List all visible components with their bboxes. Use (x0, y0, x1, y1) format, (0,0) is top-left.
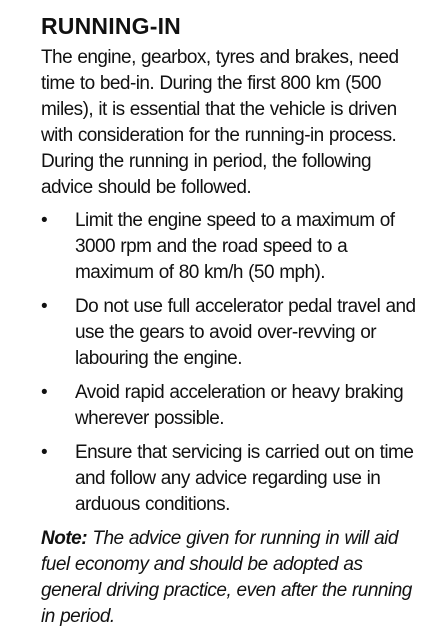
bullet-icon: • (41, 296, 48, 317)
list-item-text: Do not use full accelerator pedal travel and use the gears to avoid over-revving or labouring the engine. (75, 296, 416, 369)
list-item-text: Ensure that servicing is carried out on time and follow any advice regarding use in arduous conditions. (75, 442, 414, 515)
section-heading: RUNNING-IN (41, 13, 181, 39)
note-text: The advice given for running in will aid fuel economy and should be adopted as general driving practice, even after the running in period. (41, 528, 412, 627)
list-item-text: Avoid rapid acceleration or heavy braking wherever possible. (75, 382, 404, 429)
list-item (41, 440, 420, 518)
bullet-icon: • (41, 210, 48, 231)
bullet-icon: • (41, 442, 48, 463)
list-item (41, 208, 420, 286)
note-paragraph (41, 526, 420, 630)
advice-list (41, 208, 420, 518)
list-item-text: Limit the engine speed to a maximum of 3000 rpm and the road speed to a maximum of 80 km/h (50 mph). (75, 210, 395, 283)
bullet-icon: • (41, 382, 48, 403)
list-item (41, 380, 420, 432)
note-label: Note: (41, 528, 88, 549)
intro-paragraph: The engine, gearbox, tyres and brakes, need time to bed-in. During the first 800 km (500 miles), it is essential that the vehicle is driven with consideration for the running-in process. During the running in period, the following advice should be followed. (41, 47, 399, 198)
list-item (41, 294, 420, 372)
